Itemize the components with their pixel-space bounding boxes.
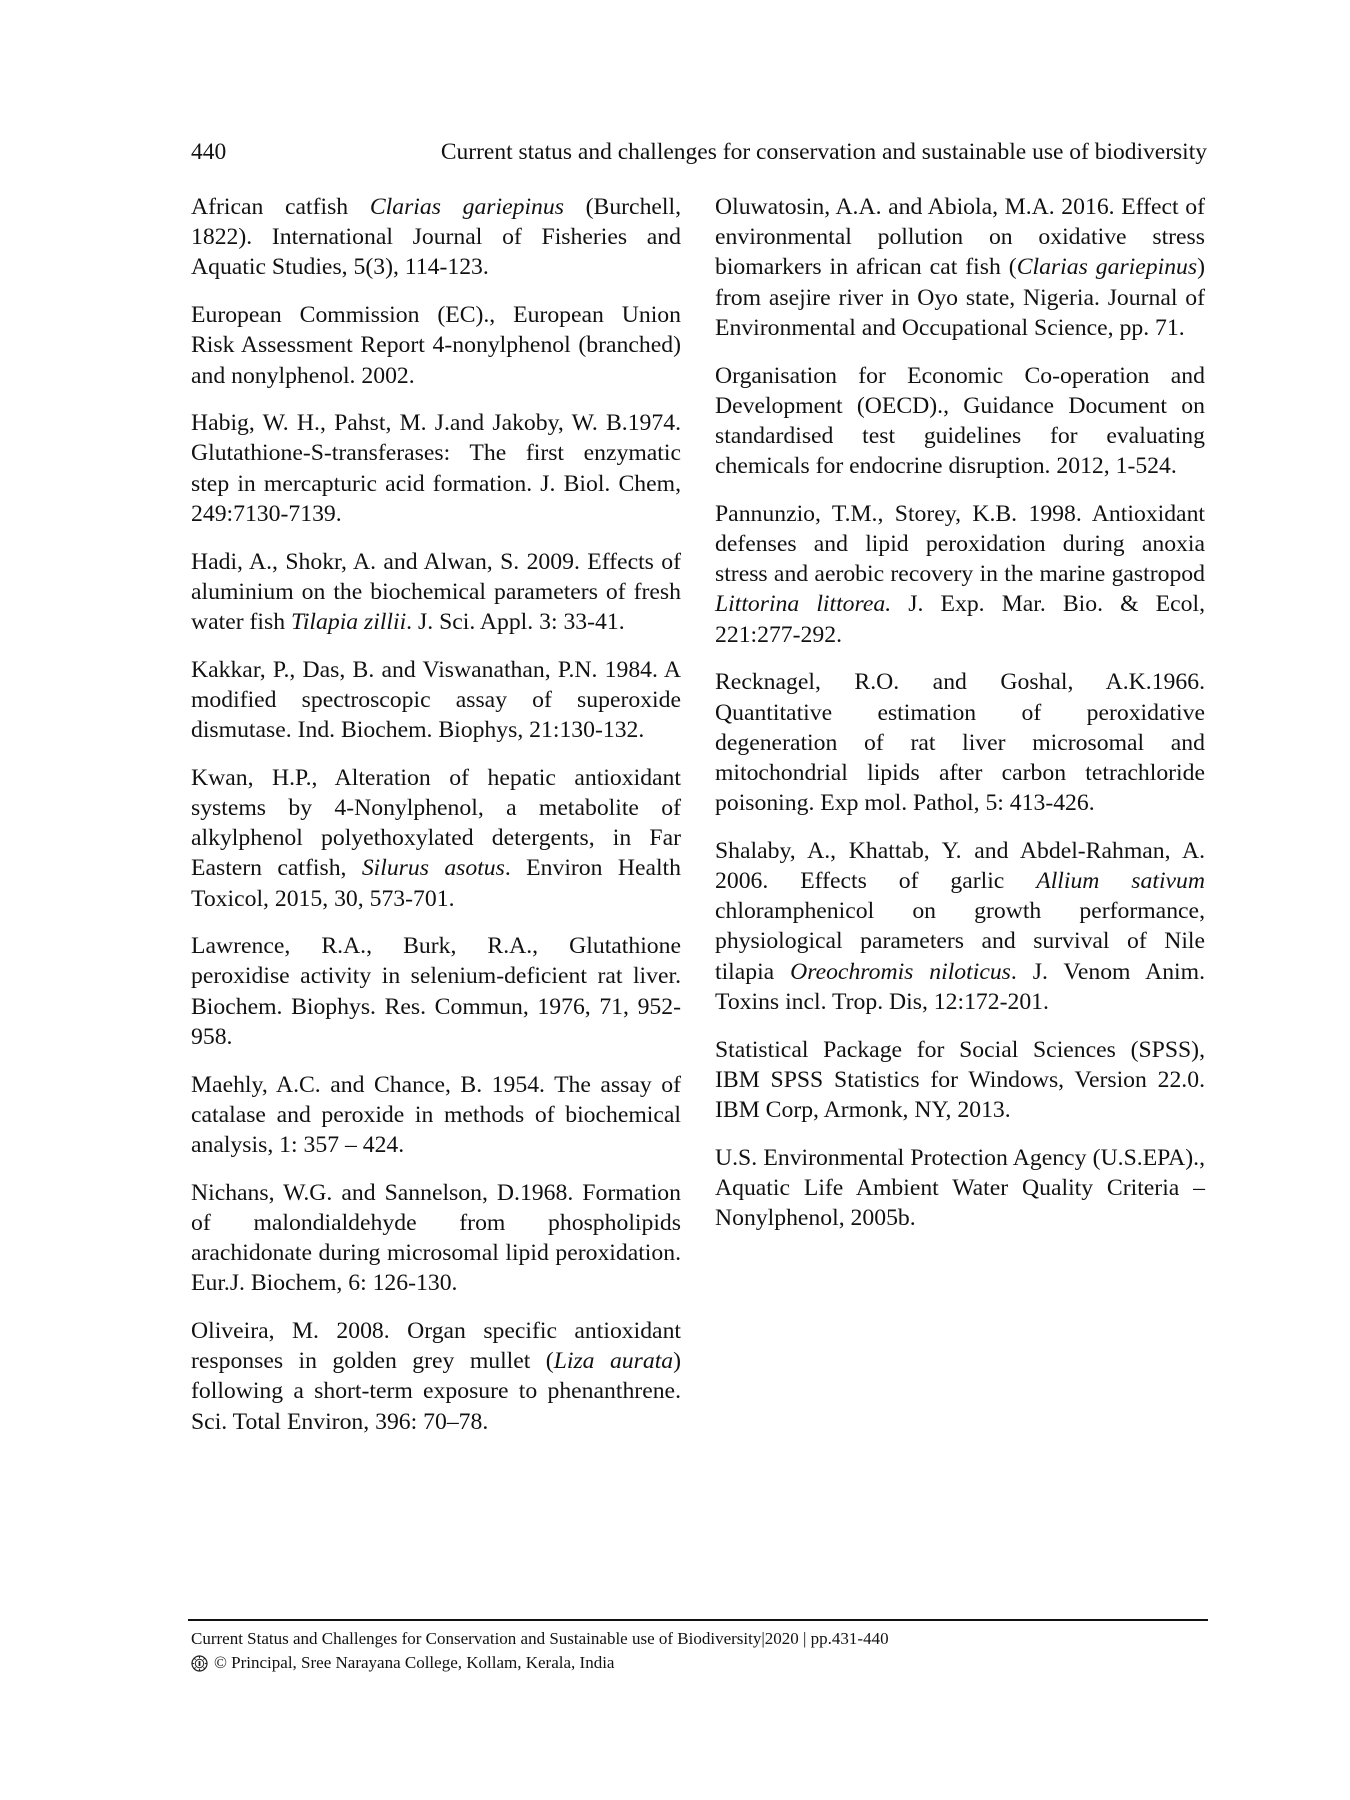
reference-text: Lawrence, R.A., Burk, R.A., Glutathione peroxidise activity in selenium-deficient rat liver. Biochem. Biophys. Res. Commun, 1976, 71, 952-958. (191, 933, 681, 1050)
reference-text: (Burchell, 1822). International Journal of Fisheries and Aquatic Studies, 5(3), 114-123. (191, 194, 682, 281)
reference-text: Kwan, H.P., Alteration of hepatic antioxidant systems by 4-Nonylphenol, a metabolite of alkylphenol polyethoxylated detergents, in Far Eastern catfish, (191, 764, 681, 882)
reference-entry (191, 931, 681, 1052)
reference-text: Statistical Package for Social Sciences (SPSS), IBM SPSS Statistics for Windows, Version 22.0. IBM Corp, Armonk, NY, 2013. (715, 1036, 1205, 1123)
species-name: Liza aurata (553, 1348, 674, 1375)
reference-text: Nichans, W.G. and Sannelson, D.1968. Formation of malondialdehyde from phospholipids arachidonate during microsomal lipid peroxidation. Eur.J. Biochem, 6: 126-130. (191, 1179, 681, 1297)
reference-text: . J. Venom Anim. Toxins incl. Trop. Dis, 12:172-201. (715, 958, 1205, 1015)
running-title: Current status and challenges for conservation and sustainable use of biodiversity (440, 139, 1207, 165)
species-name: Silurus asotus (361, 855, 505, 882)
page-footer (191, 1627, 889, 1675)
footer-copyright-line (191, 1651, 889, 1675)
reference-entry (191, 408, 681, 529)
reference-text: Oliveira, M. 2008. Organ specific antioxidant responses in golden grey mullet ( (191, 1318, 681, 1375)
reference-text: . J. Sci. Appl. 3: 33-41. (406, 608, 625, 635)
reference-entry (191, 192, 681, 283)
reference-text: African catfish (191, 194, 370, 220)
reference-entry (191, 763, 681, 914)
reference-text: Kakkar, P., Das, B. and Viswanathan, P.N. 1984. A modified spectroscopic assay of superoxide dismutase. Ind. Biochem. Biophys, 21:130-132. (191, 656, 681, 744)
species-name: Allium sativum (1036, 868, 1205, 895)
reference-text: J. Exp. Mar. Bio. & Ecol, 221:277-292. (715, 591, 1205, 648)
species-name: Oreochromis niloticus (790, 958, 1011, 985)
reference-entry (191, 300, 681, 391)
reference-entry (715, 361, 1205, 482)
reference-text: Pannunzio, T.M., Storey, K.B. 1998. Antioxidant defenses and lipid peroxidation during anoxia stress and aerobic recovery in the marine gastropod (715, 500, 1205, 588)
species-name: Littorina littorea. (715, 591, 892, 618)
footer-divider (188, 1619, 1208, 1621)
species-name: Clarias gariepinus (369, 194, 564, 220)
reference-entry (715, 499, 1205, 650)
reference-text: Recknagel, R.O. and Goshal, A.K.1966. Quantitative estimation of peroxidative degeneration of rat liver microsomal and mitochondrial lipids after carbon tetrachloride poisoning. Exp mol. Pathol, 5: 413-426. (715, 669, 1205, 817)
college-emblem-icon (191, 1655, 208, 1672)
reference-entry (715, 192, 1205, 343)
species-name: Tilapia zillii (290, 608, 407, 635)
page-number: 440 (191, 139, 227, 165)
reference-text: Organisation for Economic Co-operation and Development (OECD)., Guidance Document on standardised test guidelines for evaluating chemicals for endocrine disruption. 2012, 1-524. (715, 362, 1205, 480)
reference-entry (191, 1070, 681, 1161)
reference-text: Hadi, A., Shokr, A. and Alwan, S. 2009. Effects of aluminium on the biochemical parameters of fresh water fish (191, 548, 681, 635)
footer-citation: Current Status and Challenges for Conservation and Sustainable use of Biodiversity|2020 | pp.431-440 (191, 1629, 889, 1648)
reference-text: . Environ Health Toxicol, 2015, 30, 573-701. (191, 855, 681, 912)
reference-text: ) from asejire river in Oyo state, Nigeria. Journal of Environmental and Occupational Science, pp. 71. (715, 254, 1205, 341)
species-name: Clarias gariepinus (1016, 254, 1198, 281)
reference-text: European Commission (EC)., European Union Risk Assessment Report 4-nonylphenol (branched) and nonylphenol. 2002. (191, 302, 681, 389)
reference-entry (715, 1035, 1205, 1126)
reference-entry (191, 1316, 681, 1437)
reference-entry (191, 1178, 681, 1299)
reference-entry (191, 547, 681, 638)
reference-text: U.S. Environmental Protection Agency (U.S.EPA)., Aquatic Life Ambient Water Quality Criteria – Nonylphenol, 2005b. (715, 1144, 1205, 1232)
reference-text: Oluwatosin, A.A. and Abiola, M.A. 2016. Effect of environmental pollution on oxidative stress biomarkers in african cat fish ( (715, 194, 1205, 281)
reference-entry (715, 836, 1205, 1017)
reference-entry (715, 667, 1205, 818)
reference-entry (715, 1143, 1205, 1234)
reference-text: Maehly, A.C. and Chance, B. 1954. The assay of catalase and peroxide in methods of biochemical analysis, 1: 357 – 424. (191, 1071, 681, 1158)
reference-text: chloramphenicol on growth performance, physiological parameters and survival of Nile tilapia (715, 898, 1205, 985)
footer-copyright: © Principal, Sree Narayana College, Kollam, Kerala, India (214, 1653, 615, 1672)
reference-text: ) following a short-term exposure to phenanthrene. Sci. Total Environ, 396: 70–78. (191, 1348, 682, 1435)
references-right-column (715, 192, 1205, 1251)
references-left-column (191, 192, 681, 1454)
reference-text: Shalaby, A., Khattab, Y. and Abdel-Rahman, A. 2006. Effects of garlic (715, 837, 1205, 895)
reference-text: Habig, W. H., Pahst, M. J.and Jakoby, W. B.1974. Glutathione-S-transferases: The first enzymatic step in mercapturic acid formation. J. Biol. Chem, 249:7130-7139. (191, 410, 681, 527)
reference-entry (191, 655, 681, 746)
